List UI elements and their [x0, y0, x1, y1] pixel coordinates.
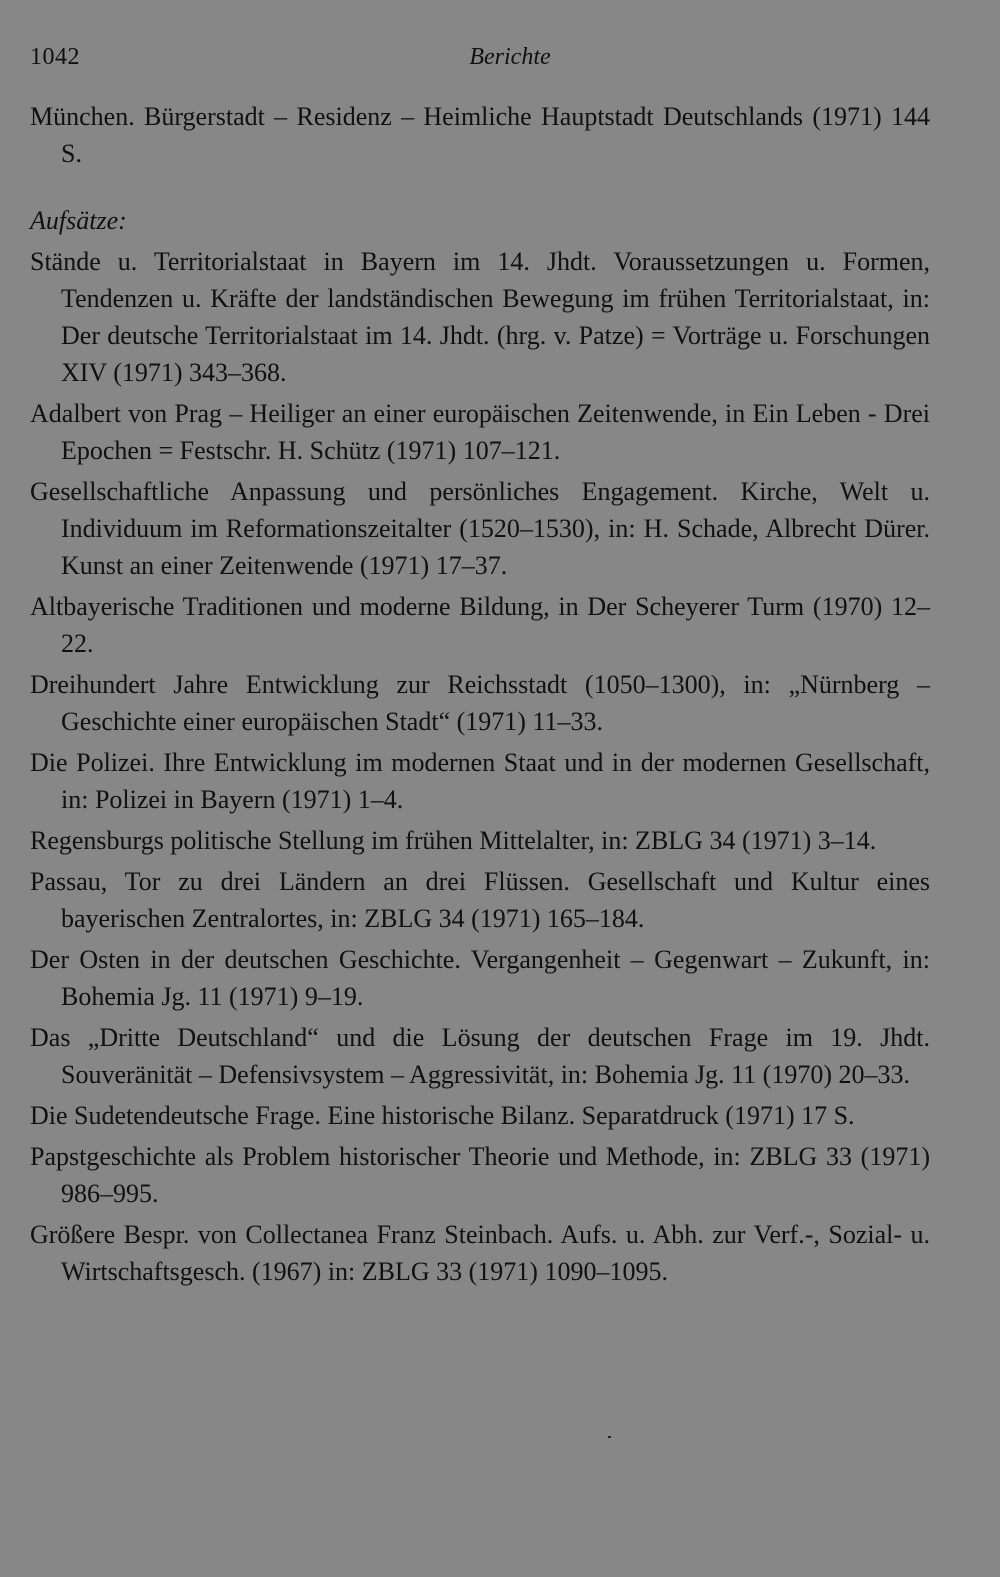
bibliography-entry: Altbayerische Traditionen und moderne Bildung, in Der Scheyerer Turm (1970) 12–22. [30, 592, 930, 658]
bibliography-entry: Regensburgs politische Stellung im frühen Mittelalter, in: ZBLG 34 (1971) 3–14. [30, 826, 877, 855]
bibliography-entry: Die Polizei. Ihre Entwicklung im modernen Staat und in der modernen Gesellschaft, in: Polizei in Bayern (1971) 1–4. [30, 748, 930, 814]
bibliography-entry: Passau, Tor zu drei Ländern an drei Flüssen. Gesellschaft und Kultur eines bayerischen Zentralortes, in: ZBLG 34 (1971) 165–184. [30, 867, 930, 933]
bibliography-entry: Dreihundert Jahre Entwicklung zur Reichsstadt (1050–1300), in: „Nürnberg – Geschichte einer europäischen Stadt“ (1971) 11–33. [30, 670, 930, 736]
bibliography-entry: Stände u. Territorialstaat in Bayern im 14. Jhdt. Voraussetzungen u. Formen, Tendenzen u. Kräfte der landständischen Bewegung im frühen Territorialstaat, in: Der deutsche Territorialstaat im 14. Jhdt. (hrg. v. Patze) = Vorträge u. Forschungen XIV (1971) 343–368. [30, 247, 930, 387]
bibliography-list [30, 98, 930, 1294]
bibliography-entry: Gesellschaftliche Anpassung und persönliches Engagement. Kirche, Welt u. Individuum im Reformationszeitalter (1520–1530), in: H. Schade, Albrecht Dürer. Kunst an einer Zeitenwende (1971) 17–37. [30, 477, 930, 580]
ink-speck [608, 1436, 611, 1438]
page-header [30, 44, 930, 78]
page-number: 1042 [30, 44, 80, 70]
section-label-aufsaetze: Aufsätze: [30, 206, 127, 235]
running-head: Berichte [469, 44, 551, 70]
bibliography-entry: Größere Bespr. von Collectanea Franz Steinbach. Aufs. u. Abh. zur Verf.-, Sozial- u. Wirtschaftsgesch. (1967) in: ZBLG 33 (1971) 1090–1095. [30, 1220, 930, 1286]
bibliography-entry: Die Sudetendeutsche Frage. Eine historische Bilanz. Separatdruck (1971) 17 S. [30, 1101, 855, 1130]
bibliography-entry: Papstgeschichte als Problem historischer Theorie und Methode, in: ZBLG 33 (1971) 986–995. [30, 1142, 930, 1208]
book-entry: München. Bürgerstadt – Residenz – Heimliche Hauptstadt Deutschlands (1971) 144 S. [30, 102, 930, 168]
bibliography-entry: Der Osten in der deutschen Geschichte. Vergangenheit – Gegenwart – Zukunft, in: Bohemia Jg. 11 (1971) 9–19. [30, 945, 930, 1011]
bibliography-entry: Das „Dritte Deutschland“ und die Lösung der deutschen Frage im 19. Jhdt. Souveränität – Defensivsystem – Aggressivität, in: Bohemia Jg. 11 (1970) 20–33. [30, 1023, 930, 1089]
bibliography-entry: Adalbert von Prag – Heiliger an einer europäischen Zeitenwende, in Ein Leben - Drei Epochen = Festschr. H. Schütz (1971) 107–121. [30, 399, 930, 465]
